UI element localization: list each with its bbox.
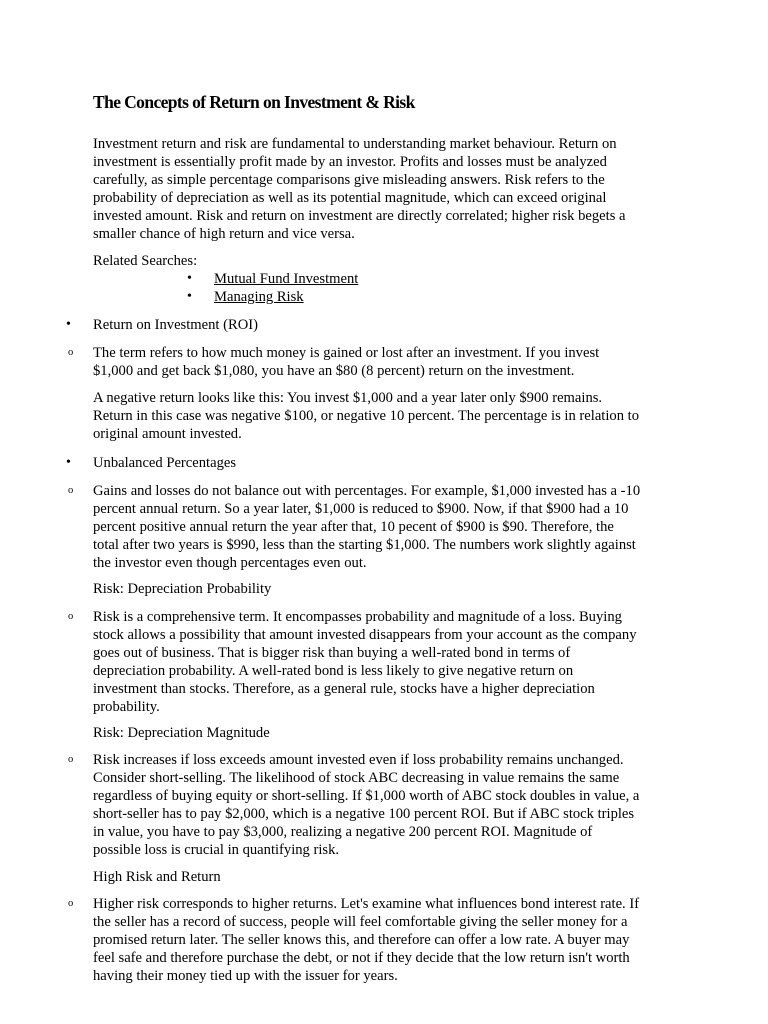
text-line: the seller has a record of success, people will feel comfortable giving the seller money for a: [93, 914, 628, 931]
related-link-mutual-fund[interactable]: Mutual Fund Investment: [214, 271, 359, 287]
roi-paragraph-2: [93, 389, 693, 443]
ring-bullet-icon: o: [68, 611, 74, 622]
section-heading-high-risk: High Risk and Return: [93, 869, 221, 885]
ring-bullet-icon: o: [68, 754, 74, 765]
text-line: the investor even though percentages even out.: [93, 555, 367, 572]
text-line: having their money tied up with the issuer for years.: [93, 968, 398, 985]
magnitude-paragraph: [93, 751, 693, 860]
text-line: total after two years is $990, less than the starting $1,000. The numbers work slightly against: [93, 537, 636, 554]
text-line: goes out of business. That is bigger risk than buying a well-rated bond in terms of: [93, 645, 571, 662]
document-title: The Concepts of Return on Investment & Risk: [93, 92, 415, 112]
text-line: The term refers to how much money is gained or lost after an investment. If you invest: [93, 345, 600, 361]
text-line: percent positive annual return the year after that, 10 pecent of $900 is $90. Therefore, the: [93, 519, 614, 536]
text-line: stock allows a possibility that amount invested disappears from your account as the company: [93, 627, 637, 644]
text-line: Investment return and risk are fundamental to understanding market behaviour. Return on: [93, 136, 617, 152]
text-line: short-seller has to pay $2,000, which is a negative 100 percent ROI. But if ABC stock triples: [93, 806, 635, 823]
text-line: Return in this case was negative $100, or negative 10 percent. The percentage is in relation to: [93, 408, 640, 425]
text-line: Gains and losses do not balance out with percentages. For example, $1,000 invested has a -10: [93, 483, 641, 499]
text-line: investment than stocks. Therefore, as a general rule, stocks have a higher depreciation: [93, 681, 595, 698]
intro-paragraph: [93, 135, 693, 244]
unbalanced-paragraph: [93, 482, 693, 572]
text-line: promised return later. The seller knows this, and therefore can offer a low rate. A buyer may: [93, 932, 630, 949]
ring-bullet-icon: o: [68, 485, 74, 496]
ring-bullet-icon: o: [68, 898, 74, 909]
section-heading-unbalanced: Unbalanced Percentages: [93, 455, 237, 471]
ring-bullet-icon: o: [68, 347, 74, 358]
bullet-icon: •: [187, 271, 192, 286]
related-link-managing-risk[interactable]: Managing Risk: [214, 289, 304, 305]
text-line: Risk increases if loss exceeds amount invested even if loss probability remains unchanged.: [93, 752, 624, 768]
section-heading-magnitude: Risk: Depreciation Magnitude: [93, 725, 270, 741]
section-heading-roi: Return on Investment (ROI): [93, 317, 258, 333]
bullet-icon: •: [66, 455, 71, 470]
text-line: Consider short-selling. The likelihood of stock ABC decreasing in value remains the same: [93, 770, 620, 787]
probability-paragraph: [93, 608, 693, 717]
text-line: original amount invested.: [93, 426, 242, 443]
text-line: regardless of buying equity or short-selling. If $1,000 worth of ABC stock doubles in value, a: [93, 788, 640, 805]
text-line: smaller chance of high return and vice versa.: [93, 226, 355, 243]
section-heading-probability: Risk: Depreciation Probability: [93, 581, 272, 597]
text-line: Higher risk corresponds to higher returns. Let's examine what influences bond interest rate. If: [93, 896, 640, 912]
text-line: depreciation probability. A well-rated bond is less likely to give negative return on: [93, 663, 574, 680]
bullet-icon: •: [66, 317, 71, 332]
text-line: $1,000 and get back $1,080, you have an $80 (8 percent) return on the investment.: [93, 363, 575, 380]
text-line: investment is essentially profit made by an investor. Profits and losses must be analyzed: [93, 154, 607, 171]
roi-paragraph-1: [93, 344, 693, 380]
text-line: Risk is a comprehensive term. It encompasses probability and magnitude of a loss. Buying: [93, 609, 622, 625]
bullet-icon: •: [187, 289, 192, 304]
text-line: probability of depreciation as well as its potential magnitude, which can exceed original: [93, 190, 607, 207]
related-searches-label: Related Searches:: [93, 253, 198, 269]
high-risk-paragraph: [93, 895, 693, 985]
text-line: carefully, as simple percentage comparisons give misleading answers. Risk refers to the: [93, 172, 605, 189]
text-line: possible loss is crucial in quantifying risk.: [93, 842, 340, 859]
text-line: percent annual return. So a year later, $1,000 is reduced to $900. Now, if that $900 had a 10: [93, 501, 629, 518]
text-line: invested amount. Risk and return on investment are directly correlated; higher risk begets a: [93, 208, 626, 225]
text-line: feel safe and therefore purchase the debt, or not if they decide that the low return isn't worth: [93, 950, 630, 967]
text-line: in value, you have to pay $3,000, realizing a negative 200 percent ROI. Magnitude of: [93, 824, 593, 841]
text-line: probability.: [93, 699, 160, 716]
text-line: A negative return looks like this: You invest $1,000 and a year later only $900 remains.: [93, 390, 603, 406]
